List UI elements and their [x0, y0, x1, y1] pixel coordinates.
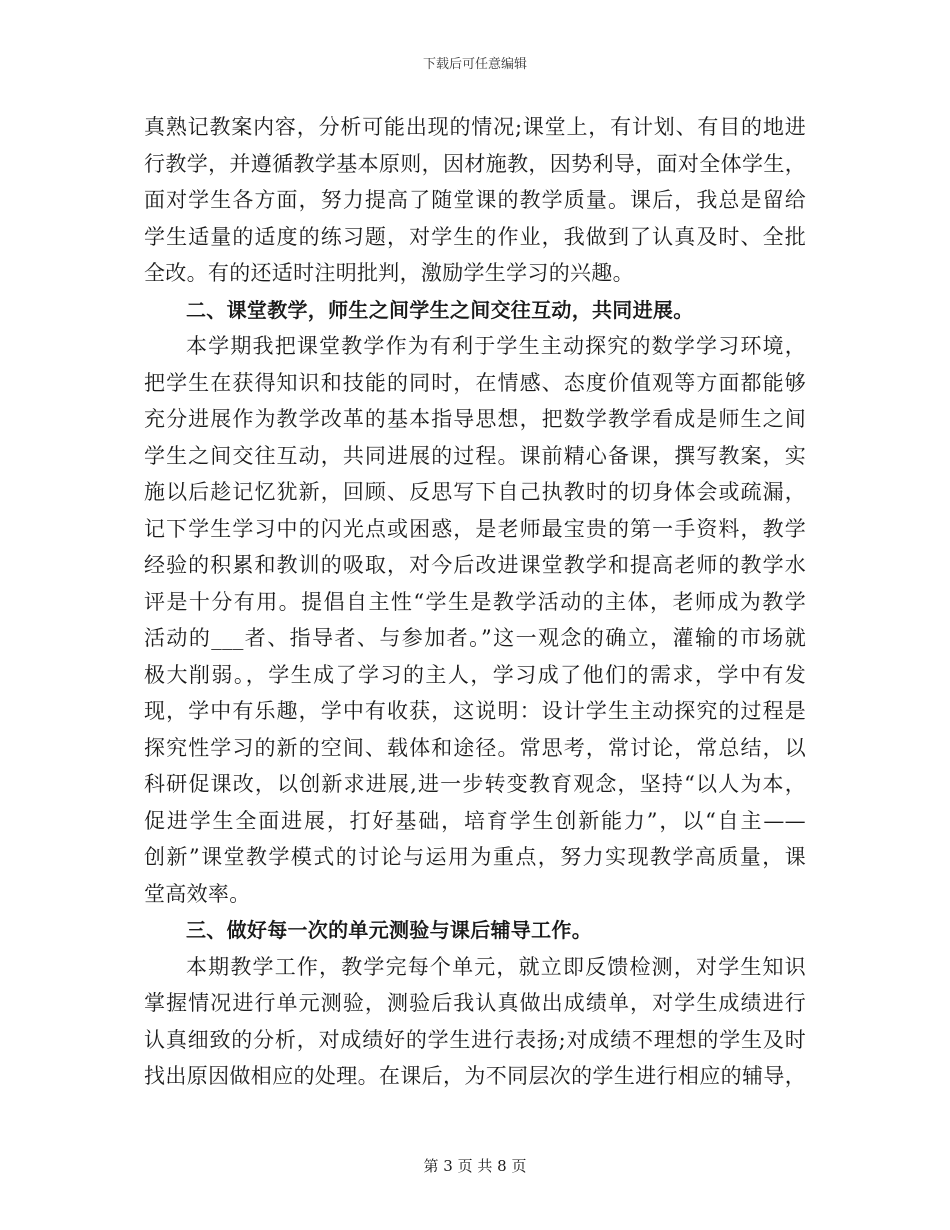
body-text	[144, 109, 806, 1095]
section-heading: 二、课堂教学，师生之间学生之间交往互动，共同进展。	[186, 297, 694, 322]
paragraph-line: 学生适量的适度的练习题，对学生的作业，我做到了认真及时、全批	[144, 224, 806, 249]
paragraph-line: 经验的积累和教训的吸取，对今后改进课堂教学和提高老师的教学水	[144, 553, 806, 577]
header-note: 下载后可任意编辑	[422, 57, 527, 72]
paragraph-line: 堂高效率。	[144, 881, 251, 906]
paragraph-line: 把学生在获得知识和技能的同时，在情感、态度价值观等方面都能够	[144, 370, 806, 395]
paragraph-line: 记下学生学习中的闪光点或困惑，是老师最宝贵的第一手资料，教学	[144, 516, 806, 541]
paragraph-line: 本期教学工作，教学完每个单元，就立即反馈检测，对学生知识	[186, 954, 806, 979]
paragraph-line: 掌握情况进行单元测验，测验后我认真做出成绩单，对学生成绩进行	[144, 991, 806, 1015]
paragraph-line: 促进学生全面进展，打好基础，培育学生创新能力”，以“自主——	[144, 808, 806, 833]
paragraph-line: 评是十分有用。提倡自主性“学生是教学活动的主体，老师成为教学	[144, 589, 806, 614]
paragraph-line: 创新”课堂教学模式的讨论与运用为重点，努力实现教学高质量，课	[144, 845, 806, 869]
paragraph-line: 全改。有的还适时注明批判，激励学生学习的兴趣。	[144, 261, 634, 285]
paragraph-line: 认真细致的分析，对成绩好的学生进行表扬;对成绩不理想的学生及时	[144, 1027, 806, 1052]
paragraph-line: 真熟记教案内容，分析可能出现的情况;课堂上，有计划、有目的地进	[144, 115, 806, 139]
paragraph-line: 充分进展作为教学改革的基本指导思想，把数学教学看成是师生之间	[144, 407, 806, 431]
paragraph-line: 面对学生各方面，努力提高了随堂课的教学质量。课后，我总是留给	[144, 188, 806, 212]
paragraph-line: 现，学中有乐趣，学中有收获，这说明：设计学生主动探究的过程是	[144, 699, 806, 723]
paragraph-line: 学生之间交往互动，共同进展的过程。课前精心备课，撰写教案，实	[144, 443, 806, 468]
paragraph-line: 科研促课改，以创新求进展,进一步转变教育观念，坚持“以人为本，	[144, 772, 806, 796]
paragraph-line: 活动的___者、指导者、与参加者。”这一观念的确立，灌输的市场就	[144, 626, 806, 650]
paragraph-line: 施以后趁记忆犹新，回顾、反思写下自己执教时的切身体会或疏漏，	[144, 480, 806, 504]
section-heading: 三、做好每一次的单元测验与课后辅导工作。	[186, 918, 592, 942]
paragraph-line: 行教学，并遵循教学基本原则，因材施教，因势利导，面对全体学生，	[144, 151, 806, 176]
paragraph-line: 极大削弱。，学生成了学习的主人，学习成了他们的需求，学中有发	[144, 662, 806, 687]
paragraph-line: 找出原因做相应的处理。在课后，为不同层次的学生进行相应的辅导，	[144, 1064, 806, 1088]
paragraph-line: 本学期我把课堂教学作为有利于学生主动探究的数学学习环境，	[186, 334, 806, 358]
paragraph-line: 探究性学习的新的空间、载体和途径。常思考，常讨论，常总结，以	[144, 735, 806, 760]
page-number: 第 3 页 共 8 页	[423, 1157, 527, 1175]
